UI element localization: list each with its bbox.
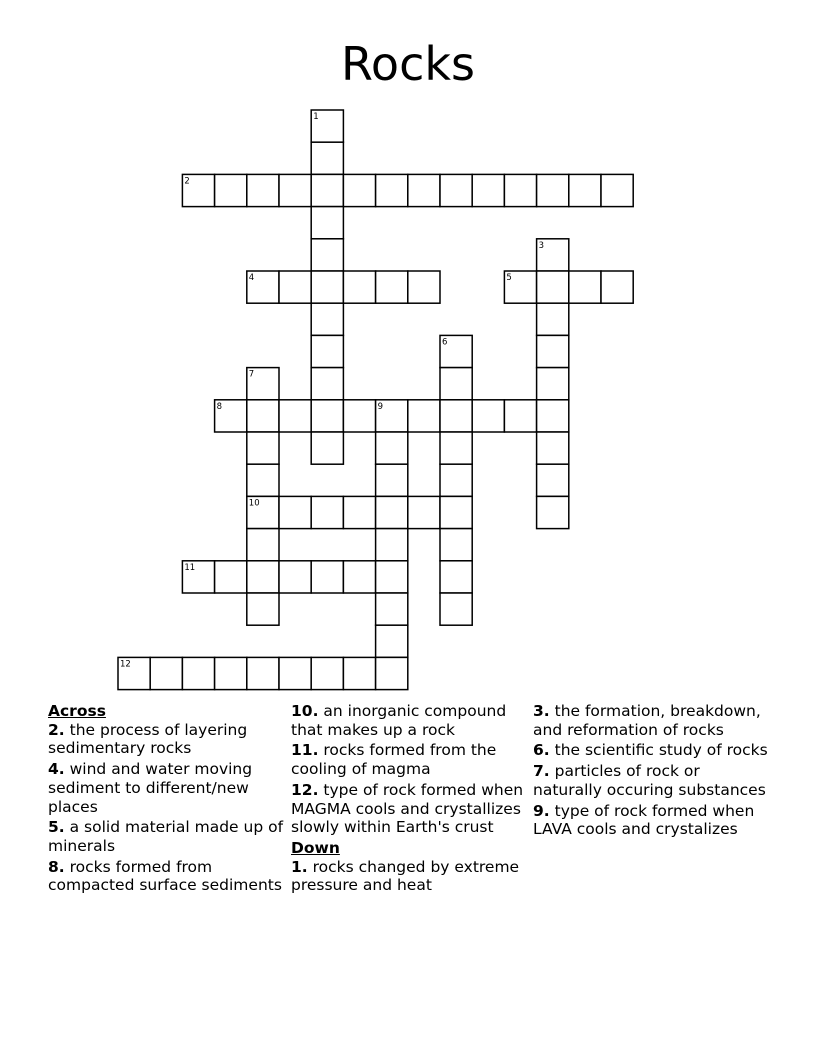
grid-cell[interactable] — [311, 142, 343, 174]
clue-item — [533, 741, 773, 760]
cell-number: 1 — [313, 112, 319, 122]
clue-item — [48, 818, 286, 855]
grid-cell[interactable] — [279, 271, 311, 303]
clue-item — [533, 702, 773, 739]
grid-cell[interactable] — [247, 464, 279, 496]
clue-number: 11. — [291, 741, 319, 760]
clues-column-1 — [48, 702, 286, 897]
grid-cell[interactable] — [311, 657, 343, 689]
cell-number: 10 — [248, 498, 260, 509]
grid-cell[interactable] — [537, 496, 569, 528]
grid-cell[interactable] — [182, 657, 214, 689]
clue-text: wind and water moving sediment to different/new places — [48, 760, 253, 816]
grid-cell[interactable] — [408, 271, 440, 303]
grid-cell[interactable] — [215, 174, 247, 206]
clue-number: 7. — [533, 762, 550, 781]
grid-cell[interactable] — [440, 593, 472, 625]
grid-cell[interactable] — [601, 174, 633, 206]
grid-cell[interactable] — [537, 174, 569, 206]
grid-cell[interactable] — [247, 593, 279, 625]
grid-cell[interactable] — [537, 368, 569, 400]
clue-text: a solid material made up of minerals — [48, 818, 284, 855]
grid-cell[interactable] — [343, 271, 375, 303]
clue-number: 4. — [48, 760, 65, 779]
grid-cell[interactable] — [311, 368, 343, 400]
page-title: Rocks — [341, 37, 475, 91]
cell-number: 6 — [442, 337, 448, 348]
grid-cell[interactable] — [279, 174, 311, 206]
cell-number: 2 — [184, 176, 190, 187]
grid-cell[interactable] — [376, 561, 408, 593]
clue-item — [533, 802, 773, 839]
grid-cell[interactable] — [440, 368, 472, 400]
grid-cell[interactable] — [150, 657, 182, 689]
grid-cell[interactable] — [247, 400, 279, 432]
clue-item — [291, 702, 529, 739]
cell-number: 9 — [377, 401, 384, 412]
grid-cell[interactable] — [343, 400, 375, 432]
grid-cell[interactable] — [311, 239, 343, 271]
grid-cell[interactable] — [247, 174, 279, 206]
grid-cell[interactable] — [376, 464, 408, 496]
grid-cell[interactable] — [376, 529, 408, 561]
grid-cell[interactable] — [279, 400, 311, 432]
grid-cell[interactable] — [279, 657, 311, 689]
grid-cell[interactable] — [279, 561, 311, 593]
grid-cell[interactable] — [311, 174, 343, 206]
grid-cell[interactable] — [376, 496, 408, 528]
clue-number: 1. — [291, 857, 308, 876]
grid-cell[interactable] — [504, 174, 536, 206]
grid-cell[interactable] — [408, 400, 440, 432]
cell-number: 4 — [248, 273, 255, 283]
grid-cell[interactable] — [376, 625, 408, 657]
grid-cell[interactable] — [247, 561, 279, 593]
grid-cell[interactable] — [376, 657, 408, 689]
clue-text: particles of rock or naturally occuring substances — [533, 762, 766, 799]
grid-cell[interactable] — [311, 432, 343, 464]
clue-item — [291, 858, 529, 895]
grid-cell[interactable] — [440, 464, 472, 496]
clue-text: type of rock formed when LAVA cools and crystalizes — [533, 801, 755, 839]
grid-cell[interactable] — [440, 174, 472, 206]
across-header: Across — [48, 702, 106, 720]
grid-cell[interactable] — [311, 561, 343, 593]
cell-number: 7 — [248, 369, 255, 380]
grid-cell[interactable] — [408, 174, 440, 206]
grid-cell[interactable] — [343, 496, 375, 528]
grid-cell[interactable] — [376, 593, 408, 625]
grid-cell[interactable] — [569, 271, 601, 303]
clue-item — [533, 762, 773, 799]
cell-number: 3 — [538, 240, 545, 251]
clue-number: 12. — [291, 780, 319, 799]
grid-cell[interactable] — [311, 400, 343, 432]
grid-cell[interactable] — [343, 561, 375, 593]
grid-cell[interactable] — [343, 657, 375, 689]
grid-cell[interactable] — [376, 271, 408, 303]
clue-item — [48, 858, 286, 895]
clue-text: the scientific study of rocks — [549, 741, 768, 760]
cell-number: 8 — [216, 401, 223, 412]
grid-cell[interactable] — [311, 271, 343, 303]
grid-cell[interactable] — [343, 174, 375, 206]
clue-item — [291, 781, 529, 837]
down-header: Down — [291, 838, 340, 857]
clue-item — [48, 721, 286, 758]
grid-cell[interactable] — [440, 400, 472, 432]
grid-cell[interactable] — [408, 496, 440, 528]
grid-cell[interactable] — [601, 271, 633, 303]
clue-text: rocks formed from compacted surface sediments — [48, 857, 282, 895]
grid-cell[interactable] — [440, 529, 472, 561]
grid-cell[interactable] — [537, 464, 569, 496]
clue-number: 9. — [533, 801, 550, 820]
clue-text: the process of layering sedimentary rocks — [48, 720, 248, 758]
cell-number: 5 — [506, 273, 512, 283]
clue-number: 8. — [48, 857, 65, 876]
grid-cell[interactable] — [472, 174, 504, 206]
grid-cell[interactable] — [537, 335, 569, 367]
grid-cell[interactable] — [311, 303, 343, 335]
clue-item — [291, 741, 529, 778]
clue-number: 5. — [48, 818, 65, 837]
grid-cell[interactable] — [247, 529, 279, 561]
clue-text: the formation, breakdown, and reformation of rocks — [533, 702, 761, 739]
grid-cell[interactable] — [311, 496, 343, 528]
cell-number: 11 — [184, 562, 196, 573]
grid-cell[interactable] — [247, 657, 279, 689]
grid-cell[interactable] — [569, 174, 601, 206]
clue-number: 6. — [533, 741, 550, 760]
clue-number: 10. — [291, 702, 319, 720]
grid-cell[interactable] — [215, 561, 247, 593]
clue-text: an inorganic compound that makes up a rock — [291, 702, 507, 739]
clue-item — [48, 760, 286, 816]
clue-text: rocks formed from the cooling of magma — [291, 741, 497, 779]
clue-number: 3. — [533, 702, 550, 720]
grid-cell[interactable] — [472, 400, 504, 432]
grid-cell[interactable] — [311, 207, 343, 239]
grid-cell[interactable] — [537, 303, 569, 335]
grid-cell[interactable] — [440, 432, 472, 464]
grid-cell[interactable] — [440, 561, 472, 593]
grid-cell[interactable] — [215, 657, 247, 689]
grid-cell[interactable] — [376, 432, 408, 464]
clue-text: type of rock formed when MAGMA cools and crystallizes slowly within Earth's crust — [291, 780, 524, 837]
clues-column-3 — [533, 702, 773, 841]
grid-cell[interactable] — [376, 174, 408, 206]
grid-cell[interactable] — [440, 496, 472, 528]
clue-text: rocks changed by extreme pressure and heat — [291, 857, 520, 895]
grid-cell[interactable] — [504, 400, 536, 432]
grid-cell[interactable] — [311, 335, 343, 367]
grid-cell[interactable] — [537, 400, 569, 432]
clue-number: 2. — [48, 720, 65, 739]
grid-cell[interactable] — [537, 271, 569, 303]
cell-number: 12 — [120, 659, 131, 670]
grid-cell[interactable] — [279, 496, 311, 528]
clues-column-2 — [291, 702, 529, 897]
grid-cell[interactable] — [247, 432, 279, 464]
grid-cell[interactable] — [537, 432, 569, 464]
